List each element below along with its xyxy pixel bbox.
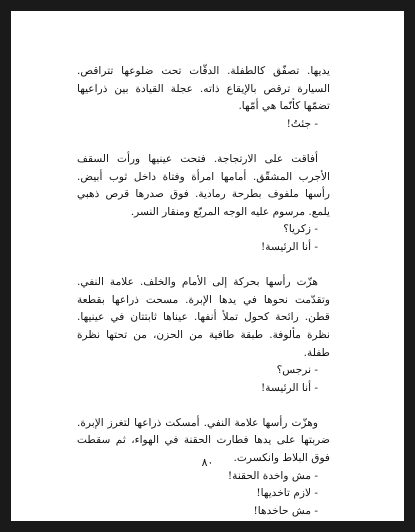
- dialogue-line: - جئتُ!: [286, 117, 318, 130]
- dialogue-line: - مش حاخدها!: [253, 504, 318, 517]
- dialogue-line: - مش واخدة الحقنة!: [227, 469, 318, 482]
- dialogue-line: - أنا الرئيسة!: [261, 240, 318, 253]
- dialogue-line: - أنا الرئيسة!: [261, 381, 318, 394]
- dialogue-line: - زكريا؟: [283, 223, 318, 236]
- paragraph: وهزّت رأسها علامة النفي. أمسكت ذراعها لتغرز الإبرة. ضربتها على يدها فطارت الحقنة في الهواء، ثم سقطت فوق البلاط وانكسرت.: [77, 416, 330, 465]
- paragraph-gap: [77, 397, 330, 415]
- paragraph: أفاقت على الارتجاجة. فتحت عينيها ورأت السقف الأجرب المشقّق. أمامها امرأة وفتاة داخل ثوب أبيض. رأسها ملفوف بطرحة رمادية. فوق صدرها قرص ذهبي يلمع. مرسوم عليه الوجه المربّع ومنقار النسر.: [77, 152, 330, 218]
- book-page: [11, 11, 404, 521]
- paragraph: هزّت رأسها بحركة إلى الأمام والخلف. علامة النفي. وتقدّمت نحوها في يدها الإبرة. مسحت ذراعها بقطعة قطن. رائحة كحول تملأ أنفها. عيناها ثابتتان في عينيها. نظرة مألوفة. طبقة طافية من الحزن، من تحتها نظرة طفلة.: [77, 276, 330, 359]
- paragraph-gap: [77, 257, 330, 275]
- dialogue-line: - لازم تاخديها!: [256, 487, 318, 500]
- paragraph-gap: [77, 133, 330, 151]
- page-number: ٨٠: [201, 456, 214, 469]
- page-text: [77, 63, 330, 520]
- paragraph: يديها. تصفّق كالطفلة. الدقّات تحت ضلوعها تتراقص. السيارة ترقص بالإيقاع ذاته. عجلة القيادة بين ذراعيها تضمّها كأنّما هي أمّها.: [77, 65, 330, 113]
- dialogue-line: - نرجس؟: [276, 364, 318, 377]
